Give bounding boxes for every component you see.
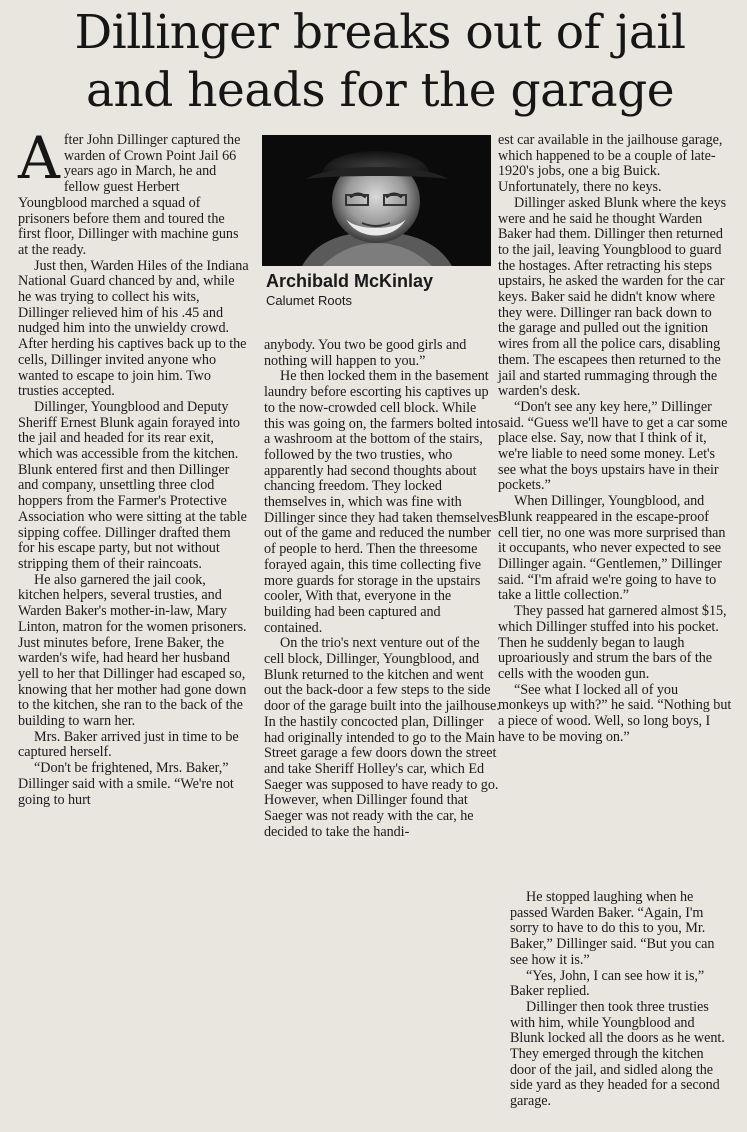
headline-line-2: and heads for the garage (85, 63, 675, 118)
paragraph: He then locked them in the basement laundry before escorting his captives up to the now-crowded cell block. While this was going on, the farmers bolted into a washroom at the bottom of the stairs, followed by the two trusties, who apparently had second thoughts about chancing freedom. They locked themselves in, which was fine with Dillinger since they had taken themselves out of the game and reduced the number of people to herd. Then the threesome forayed again, this time collecting five more guards for storage in the upstairs cooler, With that, everyone in the building had been captured and contained. (264, 368, 499, 636)
paragraph: “See what I locked all of you monkeys up with?” he said. “Nothing but a piece of wood. Well, so long boys, I have to be moving on.” (498, 681, 732, 745)
article-column-1 (18, 124, 250, 808)
paragraph: When Dillinger, Youngblood, and Blunk reappeared in the escape-proof cell tier, no one was more surprised than it occupants, who never expected to see Dillinger again. “Gentlemen,” Dillinger said. “I'm afraid we're going to have to take a little collection.” (498, 493, 726, 604)
paragraph: “Don't be frightened, Mrs. Baker,” Dillinger said with a smile. “We're not going to hurt (18, 760, 234, 808)
paragraph: fter John Dillinger captured the warden of Crown Point Jail 66 years ago in March, he and fellow guest Herbert Youngblood marched a squad of prisoners before them and toured the first floor, Dillinger with machine guns at the ready. (18, 132, 241, 258)
paragraph: “Yes, John, I can see how it is,” Baker replied. (510, 967, 705, 1000)
article-column-3-continued (510, 890, 732, 1110)
paragraph: est car available in the jailhouse garage, which happened to be a couple of late-1920's jobs, one a big Buick. Unfortunately, there no keys. (498, 132, 723, 196)
author-portrait-photo (262, 135, 491, 266)
paragraph: Dillinger then took three trusties with him, while Youngblood and Blunk locked all the doors as he went. They emerged through the kitchen door of the jail, and sidled along the side yard as they headed for a second garage. (510, 998, 725, 1110)
byline (266, 270, 496, 309)
author-name: Archibald McKinlay (266, 271, 434, 291)
paragraph: He stopped laughing when he passed Warden Baker. “Again, I'm sorry to have to do this to you, Mr. Baker,” Dillinger said. “But you can see how it is.” (510, 889, 715, 968)
paragraph: Just then, Warden Hiles of the Indiana National Guard chanced by and, while he was trying to collect his wits, Dillinger relieved him of his .45 and nudged him into the unwieldy crowd. After herding his captives back up to the cells, Dillinger invited anyone who wanted to escape to join him. Two trusties accepted. (18, 257, 249, 400)
headline-line-1: Dillinger breaks out of jail (74, 5, 686, 60)
paragraph: Dillinger asked Blunk where the keys were and he said he thought Warden Baker had them. Dillinger then returned to the jail, leaving Youngblood to guard the hostages. After retracting his steps upstairs, he asked the warden for the car keys. Baker said he didn't know where they were. Dillinger ran back down to the garage and pulled out the ignition wires from all the police cars, disabling them. The escapees then returned to the jail and started rummaging through the warden's desk. (498, 194, 727, 400)
paragraph: “Don't see any key here,” Dillinger said. “Guess we'll have to get a car some place else. Say, now that I think of it, we're liable to need some money. Let's see what the boys upstairs have in their pockets.” (498, 398, 728, 494)
drop-cap: A (18, 124, 60, 192)
column-name: Calumet Roots (266, 293, 352, 308)
paragraph: They passed hat garnered almost $15, which Dillinger stuffed into his pocket. Then he suddenly began to laugh uproariously and strum the bars of the cells with the wooden gun. (498, 603, 727, 682)
headline (40, 4, 720, 120)
paragraph: On the trio's next venture out of the cell block, Dillinger, Youngblood, and Blunk returned to the kitchen and went out the back-door a few steps to the side door of the garage built into the jailhouse. In the hastily concocted plan, Dillinger had originally intended to go to the Main Street garage a few doors down the street and take Sheriff Holley's car, which Ed Saeger was supposed to have ready to go. However, when Dillinger found that Saeger was not ready with the car, he decided to take the handi- (264, 635, 500, 840)
paragraph: anybody. You two be good girls and nothing will happen to you.” (264, 337, 467, 369)
article-column-2 (264, 338, 500, 841)
portrait-icon (262, 135, 491, 266)
paragraph: Dillinger, Youngblood and Deputy Sheriff Ernest Blunk again forayed into the jail and headed for its rear exit, which was accessible from the kitchen. Blunk entered first and then Dillinger and company, unsettling three clod hoppers from the Farmer's Protective Association who were sitting at the table sipping coffee. Dillinger drafted them for his escape party, but not without stripping them of their raincoats. (18, 398, 247, 572)
paragraph: He also garnered the jail cook, kitchen helpers, several trusties, and Warden Baker's mother-in-law, Mary Linton, matron for the women prisoners. Just minutes before, Irene Baker, the warden's wife, had heard her husband yell to her that Dillinger had escaped so, knowing that her mother had gone down to the kitchen, she ran to the back of the building to warn her. (18, 571, 247, 730)
paragraph: Mrs. Baker arrived just in time to be captured herself. (18, 728, 239, 761)
article-column-3 (498, 133, 732, 745)
